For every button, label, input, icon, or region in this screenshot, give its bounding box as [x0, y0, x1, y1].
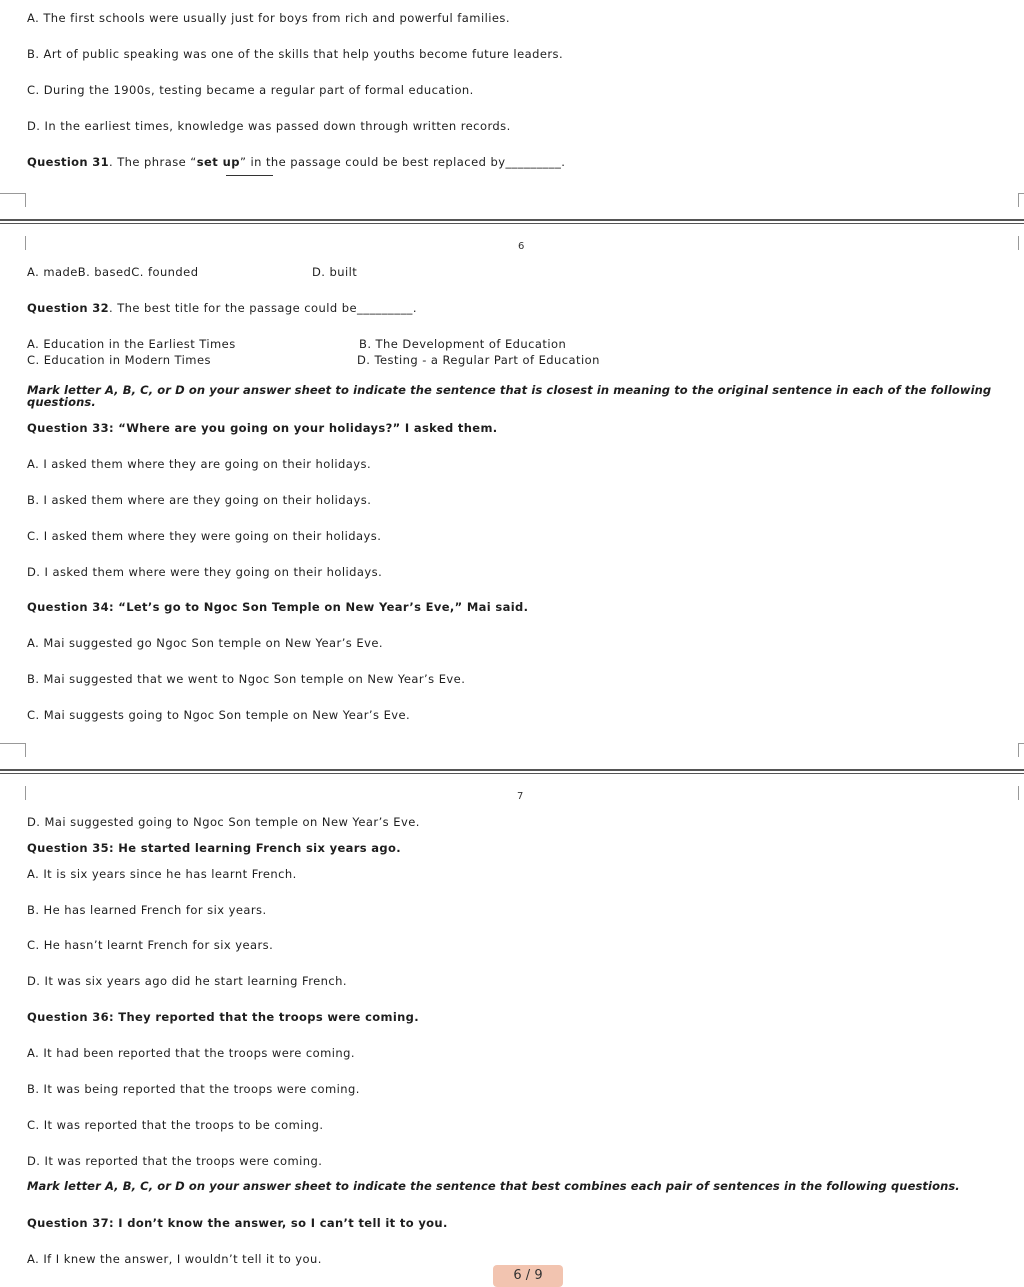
section-instruction: Mark letter A, B, C, or D on your answer sheet to indicate the sentence that is closest in meaning to the original sentence in each of the following questions. — [27, 383, 992, 409]
option-d: D. In the earliest times, knowledge was passed down through written records. — [27, 119, 511, 133]
page-corner-top-right — [1018, 786, 1024, 800]
question-label: Question 32 — [27, 301, 109, 315]
q34-option-c: C. Mai suggests going to Ngoc Son temple on New Year’s Eve. — [27, 708, 411, 722]
q32-option-a: A. Education in the Earliest Times — [27, 337, 236, 351]
page-separator — [0, 769, 1024, 774]
section-instruction: Mark letter A, B, C, or D on your answer sheet to indicate the sentence that best combines each pair of sentences in the following questions. — [27, 1179, 960, 1193]
question-33: Question 33: “Where are you going on your holidays?” I asked them. — [27, 421, 498, 435]
page-corner-bottom-left — [0, 743, 26, 757]
phrase-highlight: set up — [196, 155, 240, 169]
page-corner-bottom-left — [0, 193, 26, 207]
q35-option-a: A. It is six years since he has learnt French. — [27, 867, 297, 881]
q33-option-a: A. I asked them where they are going on their holidays. — [27, 457, 372, 471]
page-indicator[interactable]: 6 / 9 — [493, 1265, 563, 1287]
question-37: Question 37: I don’t know the answer, so I can’t tell it to you. — [27, 1216, 448, 1230]
q33-option-c: C. I asked them where they were going on their holidays. — [27, 529, 382, 543]
question-label: Question 31 — [27, 155, 109, 169]
q35-option-c: C. He hasn’t learnt French for six years. — [27, 938, 274, 952]
phrase-underline — [226, 175, 273, 176]
question-32 — [27, 301, 417, 315]
q34-option-a: A. Mai suggested go Ngoc Son temple on New Year’s Eve. — [27, 636, 383, 650]
q34-option-b: B. Mai suggested that we went to Ngoc Son temple on New Year’s Eve. — [27, 672, 466, 686]
q32-option-b: B. The Development of Education — [359, 337, 567, 351]
q37-option-a: A. If I knew the answer, I wouldn’t tell it to you. — [27, 1252, 322, 1266]
question-text: . The phrase “ — [109, 155, 197, 169]
page-number: 7 — [517, 791, 524, 802]
question-34: Question 34: “Let’s go to Ngoc Son Temple on New Year’s Eve,” Mai said. — [27, 600, 529, 614]
page-corner-top-left — [0, 236, 26, 250]
q35-option-b: B. He has learned French for six years. — [27, 903, 267, 917]
q31-options: A. madeB. basedC. founded — [27, 265, 199, 279]
question-36: Question 36: They reported that the troops were coming. — [27, 1010, 419, 1024]
option-c: C. During the 1900s, testing became a regular part of formal education. — [27, 83, 474, 97]
q36-option-a: A. It had been reported that the troops were coming. — [27, 1046, 355, 1060]
question-35: Question 35: He started learning French six years ago. — [27, 841, 401, 855]
page-corner-bottom-right — [1018, 193, 1024, 207]
q36-option-c: C. It was reported that the troops to be coming. — [27, 1118, 324, 1132]
q35-option-d: D. It was six years ago did he start learning French. — [27, 974, 348, 988]
page-corner-top-left — [0, 786, 26, 800]
q33-option-b: B. I asked them where are they going on their holidays. — [27, 493, 372, 507]
question-text-end: ” in the passage could be best replaced by_________. — [239, 155, 566, 169]
q36-option-b: B. It was being reported that the troops were coming. — [27, 1082, 360, 1096]
option-a: A. The first schools were usually just for boys from rich and powerful families. — [27, 11, 510, 25]
option-b: B. Art of public speaking was one of the skills that help youths become future leaders. — [27, 47, 564, 61]
q32-option-d: D. Testing - a Regular Part of Education — [357, 353, 600, 367]
page-number: 6 — [518, 241, 525, 252]
q32-option-c: C. Education in Modern Times — [27, 353, 211, 367]
q31-option-d: D. built — [312, 265, 358, 279]
question-text: . The best title for the passage could be_________. — [109, 301, 417, 315]
page-corner-top-right — [1018, 236, 1024, 250]
q34-option-d: D. Mai suggested going to Ngoc Son temple on New Year’s Eve. — [27, 815, 420, 829]
q36-option-d: D. It was reported that the troops were coming. — [27, 1154, 323, 1168]
page-corner-bottom-right — [1018, 743, 1024, 757]
page-separator — [0, 219, 1024, 224]
question-31 — [27, 155, 565, 169]
q33-option-d: D. I asked them where were they going on their holidays. — [27, 565, 383, 579]
